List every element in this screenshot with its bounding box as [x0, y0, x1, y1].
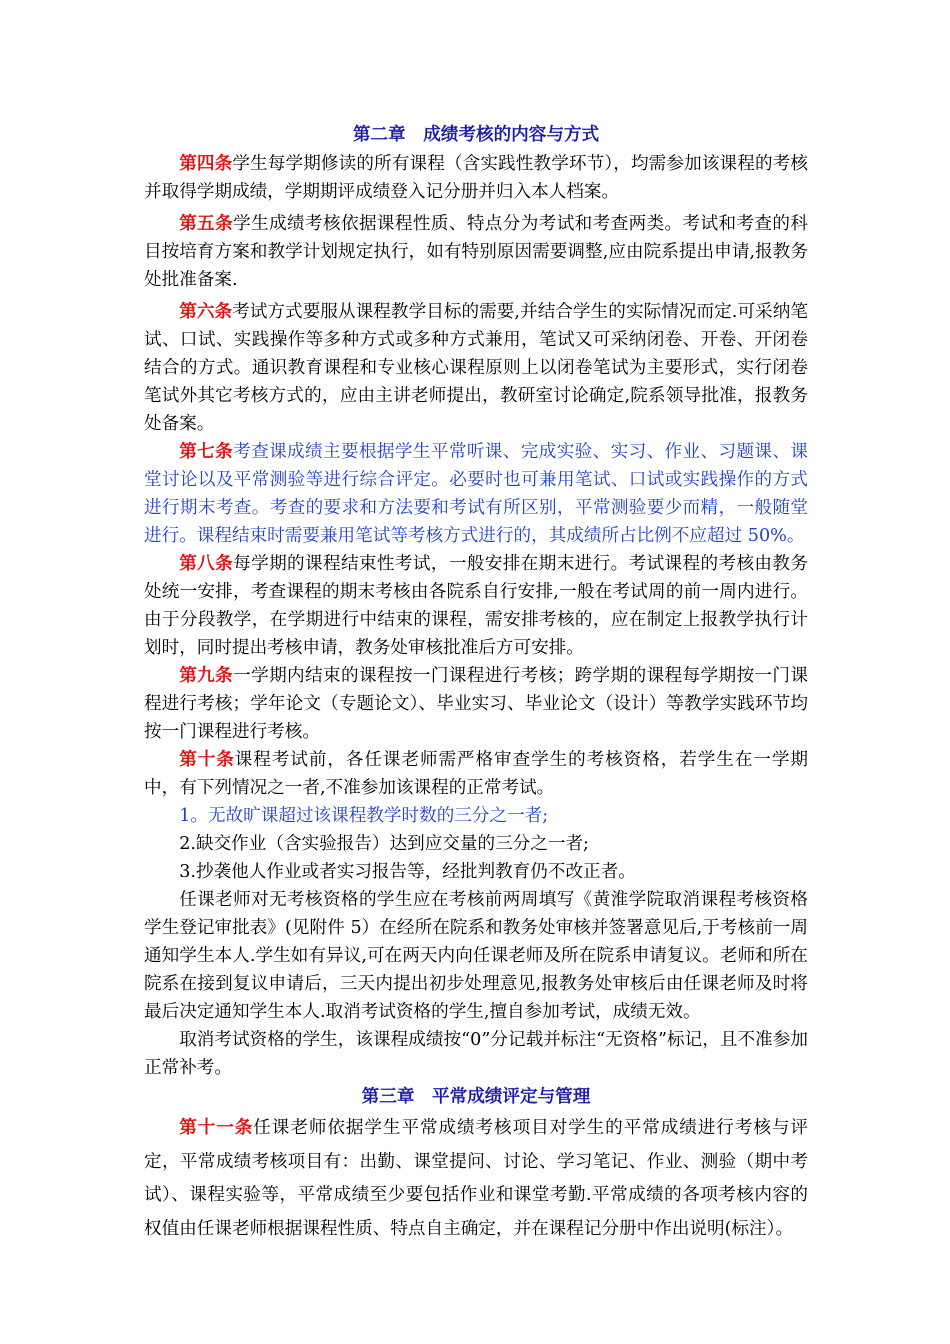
article-8	[144, 550, 808, 662]
note-paragraph: 任课老师对无考核资格的学生应在考核前两周填写《黄淮学院取消课程考核资格学生登记审批表》(见附件 5）在经所在院系和教务处审核并签署意见后,于考核前一周通知学生本人.学生如有异议,可在两天内向任课老师及所在院系申请复议。老师和所在院系在接到复议申请后，三天内提出初步处理意见,报教务处审核后由任课老师及时将最后决定通知学生本人.取消考试资格的学生,擅自参加考试，成绩无效。	[144, 890, 808, 1022]
article-number: 第六条	[179, 302, 233, 322]
article-text: 任课老师依据学生平常成绩考核项目对学生的平常成绩进行考核与评定，平常成绩考核项目有：出勤、课堂提问、讨论、学习笔记、作业、测验（期中考试）、课程实验等，平常成绩至少要包括作业和课堂考勤.平常成绩的各项考核内容的权值由任课老师根据课程性质、特点自主确定，并在课程记分册中作出说明(标注）。	[144, 1118, 808, 1239]
article-number: 第八条	[179, 554, 234, 574]
article-11	[144, 1112, 808, 1246]
article-text: 考查课成绩主要根据学生平常听课、完成实验、实习、作业、习题课、课堂讨论以及平常测验等进行综合评定。必要时也可兼用笔试、口试或实践操作的方式进行期末考查。考查的要求和方法要和考试有所区别，平常测验要少而精，一般随堂进行。课程结束时需要兼用笔试等考核方式进行的，其成绩所占比例不应超过 50%。	[144, 442, 808, 546]
article-number: 第七条	[179, 442, 234, 462]
note-paragraph: 取消考试资格的学生，该课程成绩按“0”分记载并标注“无资格”标记，且不准参加正常补考。	[144, 1030, 808, 1078]
article-9	[144, 662, 808, 746]
article-number: 第五条	[179, 214, 234, 234]
list-item: 2.缺交作业（含实验报告）达到应交量的三分之一者;	[179, 834, 589, 854]
list-item: 3.抄袭他人作业或者实习报告等，经批判教育仍不改正者。	[179, 862, 636, 882]
article-text: 学生成绩考核依据课程性质、特点分为考试和考查两类。考试和考查的科目按培育方案和教学计划规定执行，如有特别原因需要调整,应由院系提出申请,报教务处批准备案.	[144, 214, 808, 290]
article-text: 一学期内结束的课程按一门课程进行考核；跨学期的课程每学期按一门课程进行考核；学年论文（专题论文）、毕业实习、毕业论文（设计）等教学实践环节均按一门课程进行考核。	[144, 666, 808, 742]
article-number: 第十条	[179, 750, 235, 770]
chapter-3-title: 第三章 平常成绩评定与管理	[361, 1087, 591, 1107]
article-number: 第四条	[179, 154, 233, 174]
article-number: 第十一条	[179, 1118, 254, 1138]
document-page	[144, 120, 808, 1246]
article-text: 每学期的课程结束性考试，一般安排在期末进行。考试课程的考核由教务处统一安排，考查课程的期末考核由各院系自行安排,一般在考试周的前一周内进行。由于分段教学，在学期进行中结束的课程，需安排考核的，应在制定上报教学执行计划时，同时提出考核申请，教务处审核批准后方可安排。	[144, 554, 808, 658]
article-number: 第九条	[179, 666, 234, 686]
article-text: 学生每学期修读的所有课程（含实践性教学环节），均需参加该课程的考核并取得学期成绩，学期期评成绩登入记分册并归入本人档案。	[144, 154, 808, 202]
article-4	[144, 150, 808, 206]
article-10	[144, 746, 808, 802]
article-text: 考试方式要服从课程教学目标的需要,并结合学生的实际情况而定.可采纳笔试、口试、实践操作等多种方式或多种方式兼用，笔试又可采纳闭卷、开卷、开闭卷结合的方式。通识教育课程和专业核心课程原则上以闭卷笔试为主要形式，实行闭卷笔试外其它考核方式的，应由主讲老师提出，教研室讨论确定,院系领导批准，报教务处备案。	[144, 302, 808, 434]
chapter-2-title: 第二章 成绩考核的内容与方式	[352, 125, 600, 145]
article-5	[144, 210, 808, 294]
article-7	[144, 438, 808, 550]
article-text: 课程考试前，各任课老师需严格审查学生的考核资格，若学生在一学期中，有下列情况之一者,不准参加该课程的正常考试。	[144, 750, 808, 798]
article-6	[144, 298, 808, 438]
list-item: 1。无故旷课超过该课程教学时数的三分之一者;	[179, 806, 549, 826]
